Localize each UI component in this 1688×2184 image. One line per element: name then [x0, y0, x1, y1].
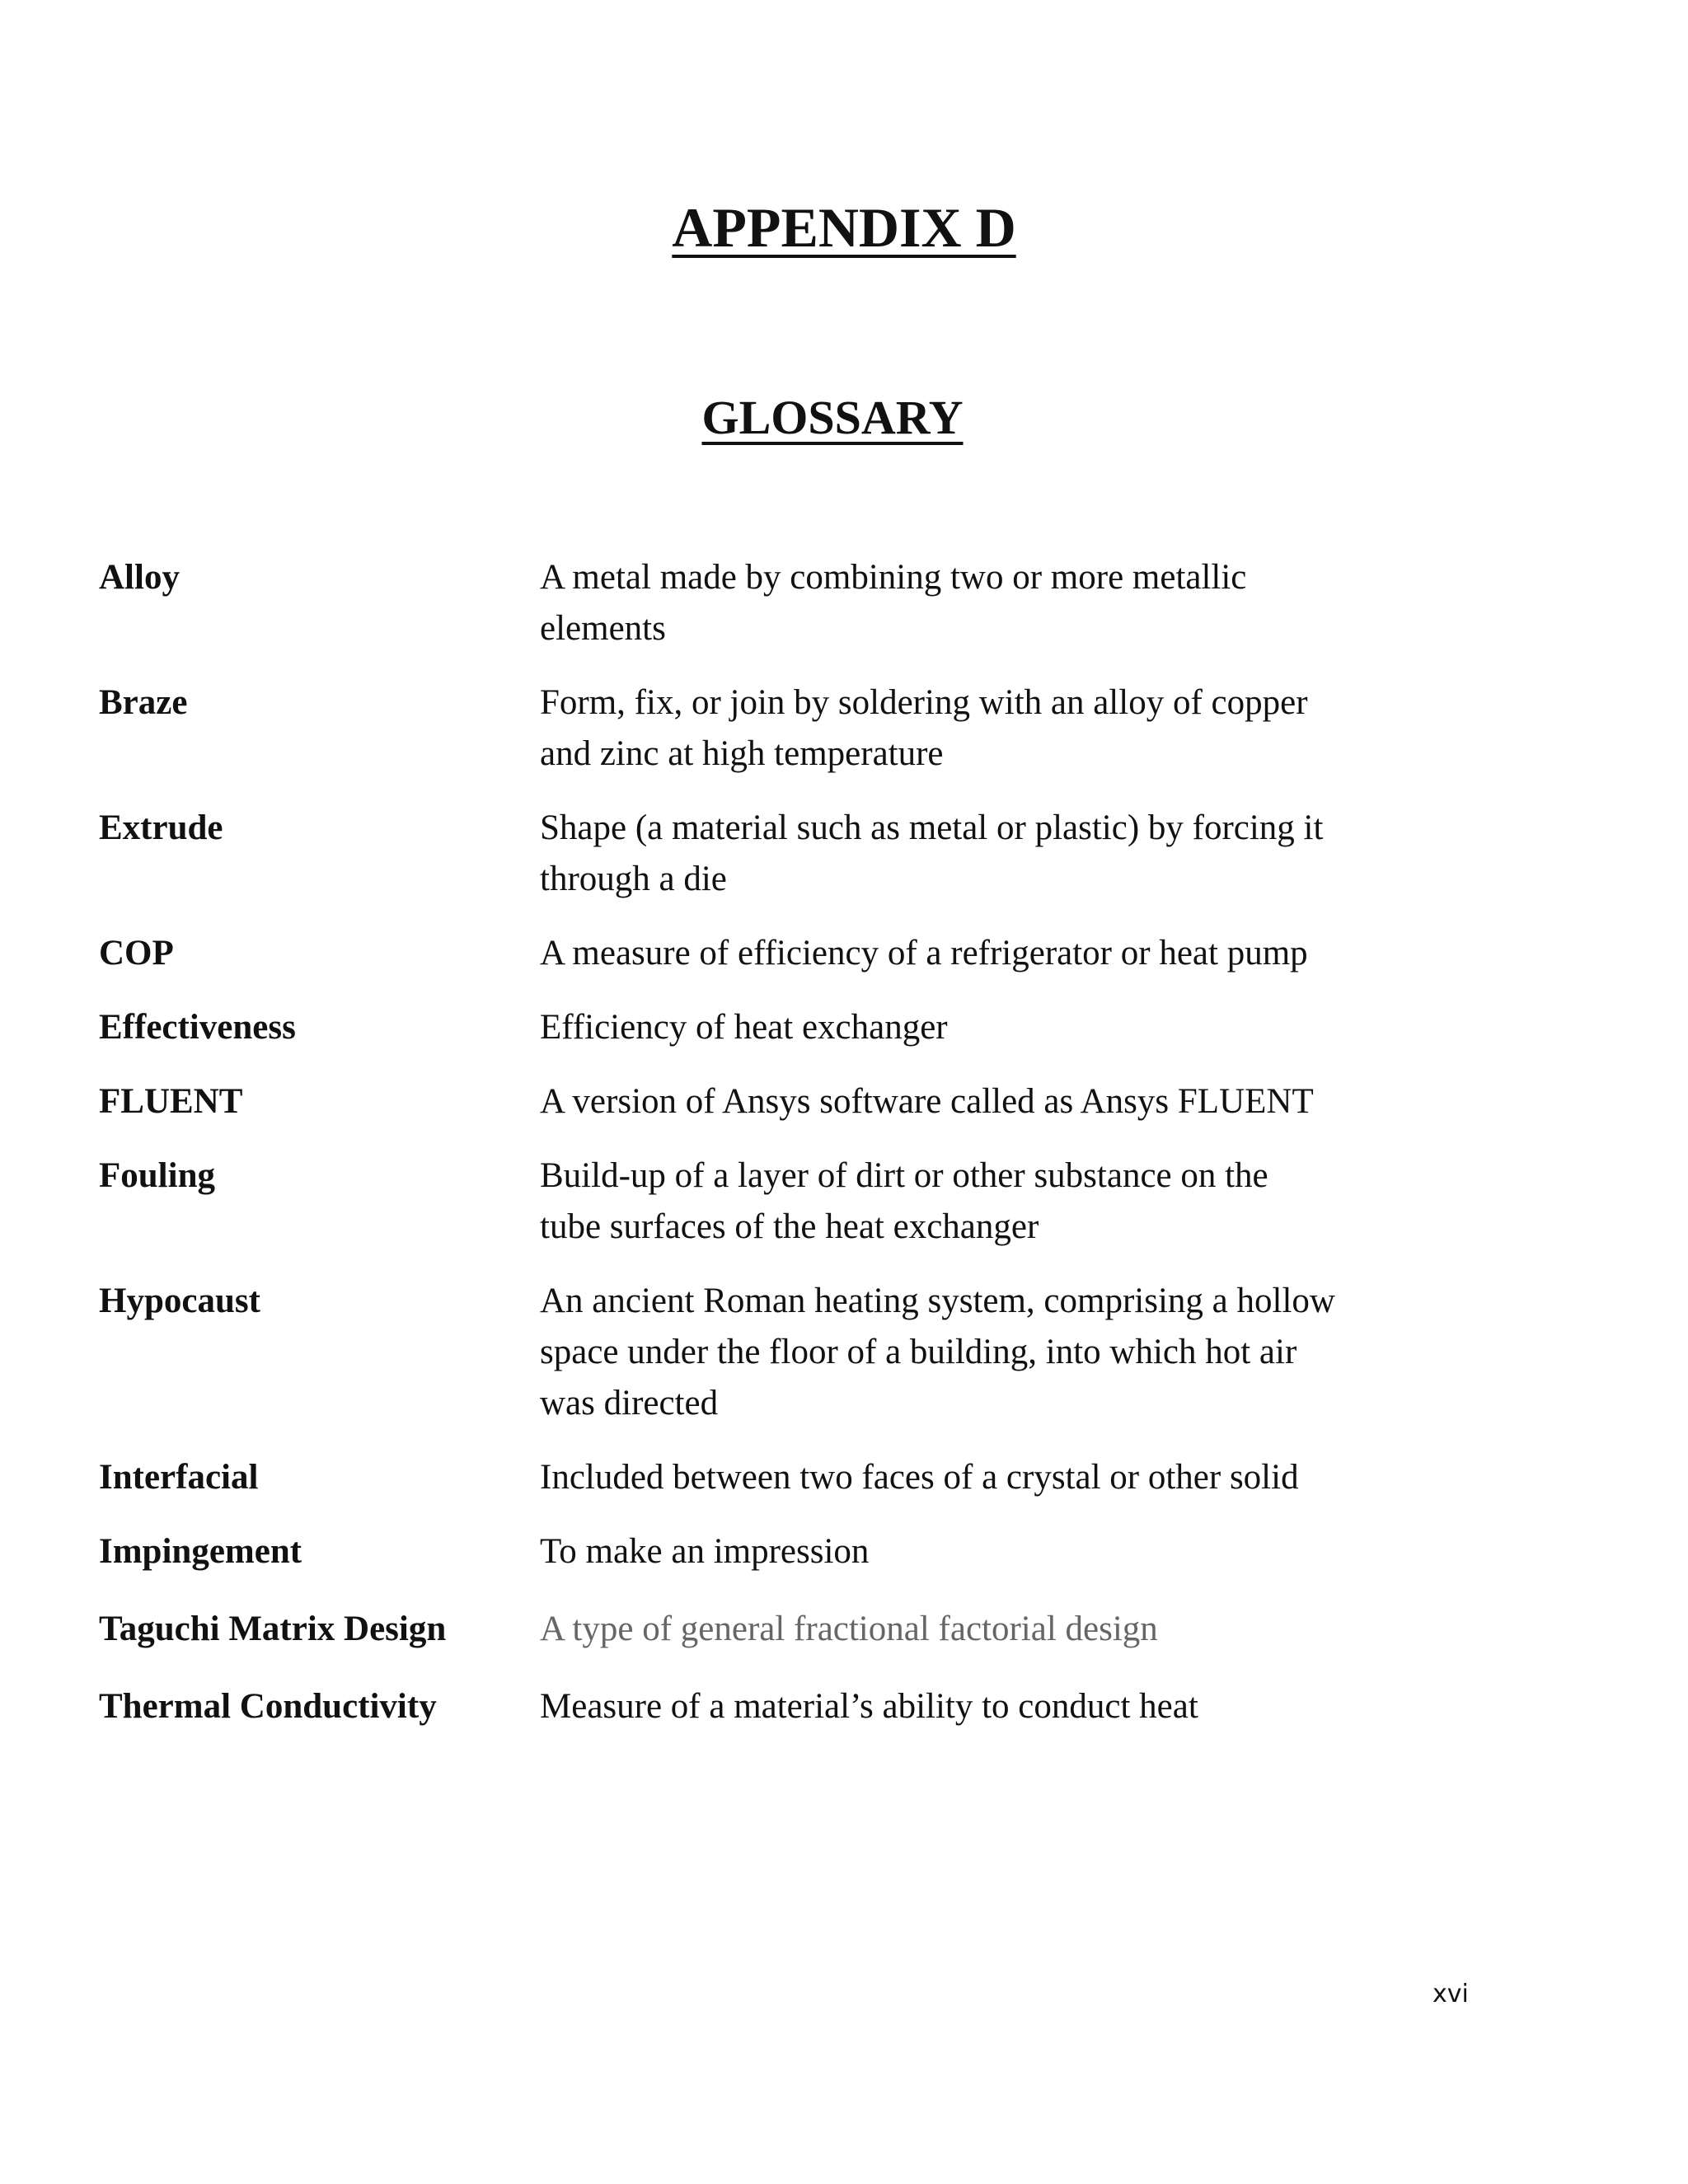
glossary-entry-fluent — [99, 1076, 1335, 1127]
glossary-term: Alloy — [99, 558, 180, 597]
glossary-entry-taguchi-matrix-design — [99, 1604, 1335, 1655]
glossary-definition: A type of general fractional factorial design — [540, 1610, 1158, 1648]
glossary-term: FLUENT — [99, 1082, 243, 1121]
glossary-entry-effectiveness — [99, 1002, 1335, 1053]
glossary-definition: Efficiency of heat exchanger — [540, 1008, 948, 1047]
glossary-entry-fouling — [99, 1151, 1335, 1253]
glossary-entry-braze — [99, 677, 1335, 780]
glossary-term: Effectiveness — [99, 1008, 296, 1047]
appendix-title: APPENDIX D — [672, 196, 1016, 259]
glossary-entry-hypocaust — [99, 1276, 1335, 1429]
glossary-definition: An ancient Roman heating system, comprising a hollow space under the floor of a building, into which hot air was directed — [540, 1282, 1335, 1422]
glossary-term: Interfacial — [99, 1458, 259, 1497]
glossary-entry-alloy — [99, 552, 1335, 654]
glossary-definition: Measure of a material’s ability to conduct heat — [540, 1687, 1198, 1726]
glossary-term: Fouling — [99, 1156, 215, 1195]
glossary-entry-thermal-conductivity — [99, 1681, 1335, 1732]
glossary-definition: To make an impression — [540, 1532, 870, 1571]
glossary-term: Taguchi Matrix Design — [99, 1610, 447, 1648]
glossary-definition: Build-up of a layer of dirt or other substance on the tube surfaces of the heat exchanger — [540, 1156, 1268, 1246]
glossary-entry-interfacial — [99, 1452, 1335, 1503]
glossary-entry-impingement — [99, 1526, 1335, 1577]
glossary-title: GLOSSARY — [701, 391, 964, 444]
glossary-term: Hypocaust — [99, 1282, 260, 1320]
glossary-definition: A version of Ansys software called as Ansys FLUENT — [540, 1082, 1314, 1121]
page-number: xvi — [1432, 1980, 1469, 2008]
glossary-term: Thermal Conductivity — [99, 1687, 437, 1726]
glossary-term: Extrude — [99, 808, 223, 847]
glossary-definition: Shape (a material such as metal or plastic) by forcing it through a die — [540, 808, 1324, 898]
glossary-definition: Included between two faces of a crystal or other solid — [540, 1458, 1299, 1497]
glossary-definition: A measure of efficiency of a refrigerator or heat pump — [540, 934, 1308, 972]
glossary-list — [99, 552, 1335, 1759]
glossary-entry-extrude — [99, 803, 1335, 905]
glossary-entry-cop — [99, 928, 1335, 979]
glossary-term: Braze — [99, 683, 188, 722]
glossary-term: Impingement — [99, 1532, 302, 1571]
glossary-definition: Form, fix, or join by soldering with an alloy of copper and zinc at high temperature — [540, 683, 1308, 773]
glossary-term: COP — [99, 934, 174, 972]
glossary-definition: A metal made by combining two or more metallic elements — [540, 558, 1247, 648]
